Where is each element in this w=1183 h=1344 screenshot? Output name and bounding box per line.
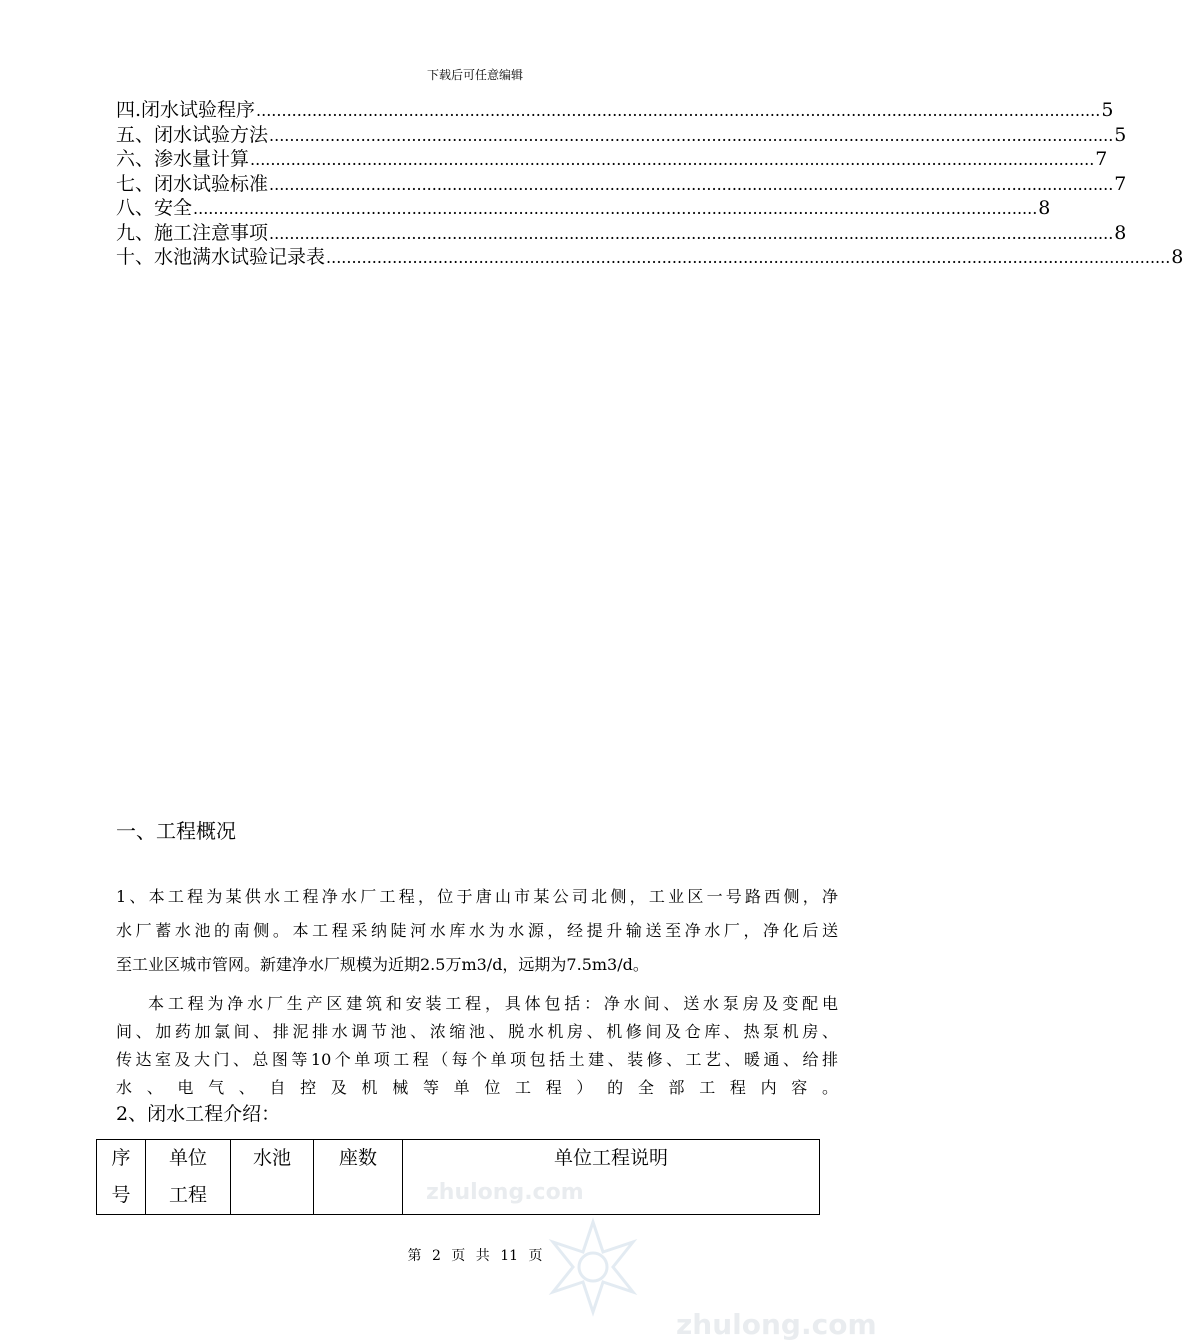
table-header-cell bbox=[231, 1140, 314, 1215]
toc-entry-page: 5 bbox=[1101, 99, 1114, 121]
header-text: 水池 bbox=[252, 1147, 291, 1169]
table-header-cell bbox=[97, 1140, 146, 1215]
paragraph-line: 传达室及大门、总图等10个单项工程（每个单项包括土建、装修、工艺、暖通、给排 bbox=[116, 1050, 838, 1069]
toc-entry[interactable] bbox=[116, 196, 1051, 221]
toc-entry-page: 7 bbox=[1114, 172, 1127, 195]
toc-leader-dots: ...................................................................................................................................................................... bbox=[193, 199, 1038, 218]
toc-entry-title: 四.闭水试验程序 bbox=[116, 99, 256, 121]
toc-leader-dots: ...................................................................................................................................................................... bbox=[256, 101, 1101, 120]
toc-entry-title: 五、闭水试验方法 bbox=[116, 123, 269, 146]
paragraph-line: 本工程为净水厂生产区建筑和安装工程，具体包括：净水间、送水泵房及变配电 bbox=[148, 994, 838, 1013]
header-text: 单位 bbox=[168, 1147, 207, 1169]
watermark-logo-icon bbox=[528, 1212, 658, 1332]
toc-entry-page: 5 bbox=[1114, 123, 1127, 146]
toc-entry-title: 九、施工注意事项 bbox=[116, 221, 269, 244]
paragraph-line: 间、加药加氯间、排泥排水调节池、浓缩池、脱水机房、机修间及仓库、热泵机房、 bbox=[116, 1022, 838, 1041]
table-header-cell bbox=[146, 1140, 231, 1215]
toc-leader-dots: ...................................................................................................................................................................... bbox=[326, 248, 1171, 267]
scope-paragraph bbox=[116, 990, 838, 1102]
sub-heading: 2、闭水工程介绍： bbox=[116, 1103, 281, 1125]
section-heading: 一、工程概况 bbox=[116, 819, 236, 843]
paragraph-line: 1、本工程为某供水工程净水厂工程，位于唐山市某公司北侧，工业区一号路西侧，净 bbox=[116, 887, 838, 906]
toc-entry[interactable] bbox=[116, 245, 1183, 270]
toc-entry-title: 七、闭水试验标准 bbox=[116, 172, 269, 195]
toc-leader-dots: ...................................................................................................................................................................... bbox=[269, 125, 1114, 145]
toc-entry-page: 8 bbox=[1171, 246, 1183, 268]
paragraph-line: 至工业区城市管网。新建净水厂规模为近期2.5万m3/d，远期为7.5m3/d。 bbox=[116, 955, 649, 974]
header-text: 序 bbox=[111, 1147, 131, 1169]
header-text: 工程 bbox=[168, 1184, 207, 1206]
toc-entry-page: 8 bbox=[1038, 197, 1051, 219]
watermark-text: zhulong.com bbox=[426, 1180, 584, 1205]
toc-leader-dots: ...................................................................................................................................................................... bbox=[250, 150, 1095, 169]
toc-entry[interactable] bbox=[116, 172, 1127, 197]
toc-entry[interactable] bbox=[116, 123, 1127, 148]
toc-entry-title: 八、安全 bbox=[116, 197, 193, 219]
toc-entry-page: 7 bbox=[1095, 148, 1108, 170]
toc-leader-dots: ...................................................................................................................................................................... bbox=[269, 223, 1114, 243]
header-text: 号 bbox=[111, 1184, 131, 1206]
toc-entry[interactable] bbox=[116, 221, 1127, 246]
toc-entry-title: 六、渗水量计算 bbox=[116, 148, 250, 170]
header-text: 单位工程说明 bbox=[553, 1147, 668, 1169]
watermark-text: zhulong.com bbox=[676, 1308, 877, 1341]
paragraph-line: 水、电气、自控及机械等单位工程）的全部工程内容。 bbox=[116, 1078, 838, 1097]
toc-entry-page: 8 bbox=[1114, 221, 1127, 244]
header-note: 下载后可任意编辑 bbox=[426, 68, 523, 82]
paragraph-line: 水厂蓄水池的南侧。本工程采纳陡河水库水为水源，经提升输送至净水厂，净化后送 bbox=[116, 921, 838, 940]
toc-leader-dots: ...................................................................................................................................................................... bbox=[269, 174, 1114, 194]
header-text: 座数 bbox=[338, 1147, 377, 1169]
toc-entry[interactable] bbox=[116, 147, 1108, 172]
overview-paragraph bbox=[116, 880, 838, 982]
toc-entry[interactable] bbox=[116, 98, 1114, 123]
page-footer: 第 2 页 共 11 页 bbox=[407, 1248, 543, 1264]
table-header-cell bbox=[314, 1140, 403, 1215]
toc-entry-title: 十、水池满水试验记录表 bbox=[116, 246, 326, 268]
table-of-contents bbox=[116, 98, 1183, 270]
